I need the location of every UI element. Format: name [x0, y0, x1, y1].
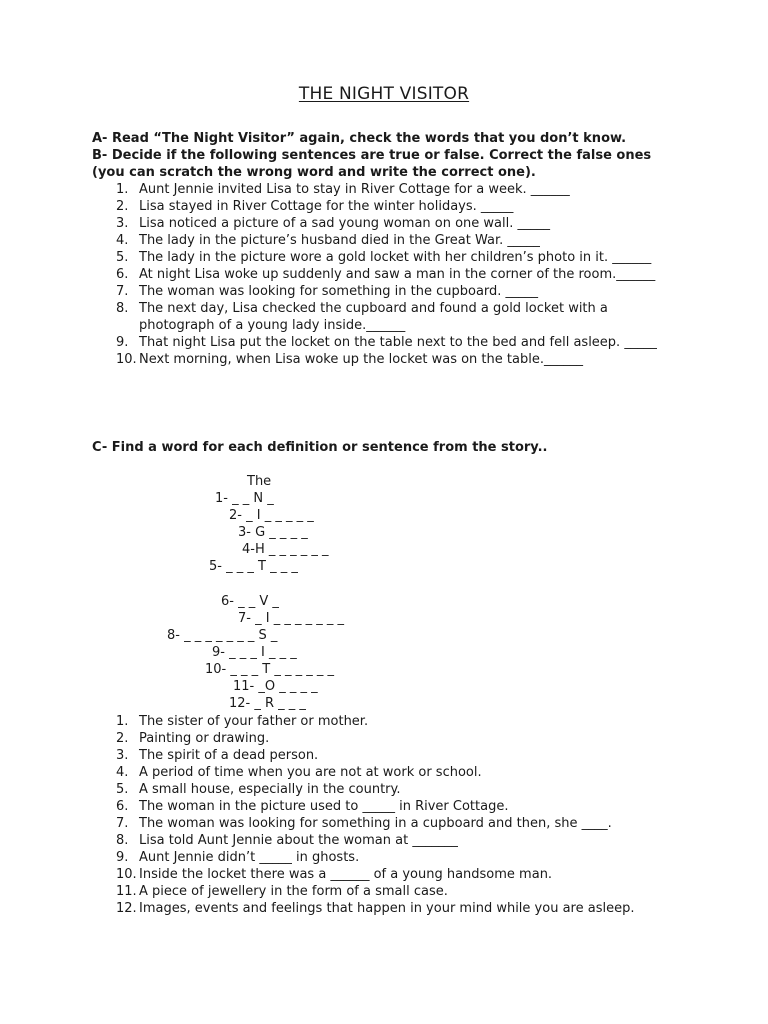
puzzle-row: 8- _ _ _ _ _ _ _ S _	[167, 628, 278, 643]
item-number: 5.	[116, 250, 129, 265]
item-number: 6.	[116, 799, 129, 814]
item-text: The woman in the picture used to _____ in River Cottage.	[139, 799, 509, 814]
item-text: The lady in the picture wore a gold locket with her children’s photo in it. ______	[139, 250, 652, 265]
list-item	[92, 266, 682, 283]
puzzle-row: 11- _O _ _ _ _	[233, 679, 318, 694]
item-number: 4.	[116, 765, 129, 780]
item-number: 10.	[116, 867, 137, 882]
list-item	[92, 300, 682, 334]
list-item	[92, 764, 682, 781]
definitions-list	[92, 713, 682, 917]
item-number: 11.	[116, 884, 137, 899]
item-text: At night Lisa woke up suddenly and saw a man in the corner of the room.______	[139, 267, 656, 282]
item-number: 7.	[116, 816, 129, 831]
puzzle-row: 1- _ _ N _	[215, 491, 274, 506]
puzzle-row: 5- _ _ _ T _ _ _	[209, 559, 298, 574]
list-item	[92, 798, 682, 815]
item-text: Aunt Jennie invited Lisa to stay in River Cottage for a week. ______	[139, 182, 570, 197]
item-text: The sister of your father or mother.	[139, 714, 369, 729]
puzzle-row: 12- _ R _ _ _	[229, 696, 306, 711]
list-item	[92, 351, 682, 368]
item-number: 4.	[116, 233, 129, 248]
page-title: THE NIGHT VISITOR	[298, 84, 470, 104]
item-text: The lady in the picture’s husband died in the Great War. _____	[139, 233, 540, 248]
puzzle-row: 4-H _ _ _ _ _ _	[242, 542, 329, 557]
list-item	[92, 832, 682, 849]
item-number: 6.	[116, 267, 129, 282]
list-item	[92, 866, 682, 883]
list-item	[92, 181, 682, 198]
puzzle-row: 10- _ _ _ T _ _ _ _ _ _	[205, 662, 334, 677]
puzzle-header: The	[247, 474, 272, 489]
list-item	[92, 232, 682, 249]
item-text: Images, events and feelings that happen in your mind while you are asleep.	[139, 901, 635, 916]
list-item	[92, 215, 682, 232]
list-item	[92, 883, 682, 900]
item-text: That night Lisa put the locket on the table next to the bed and fell asleep. _____	[139, 335, 657, 350]
item-number: 5.	[116, 782, 129, 797]
item-text: Next morning, when Lisa woke up the locket was on the table.______	[139, 352, 583, 367]
list-item	[92, 747, 682, 764]
puzzle-row: 9- _ _ _ I _ _ _	[212, 645, 297, 660]
list-item	[92, 198, 682, 215]
list-item	[92, 713, 682, 730]
puzzle-row: 2- _ I _ _ _ _ _	[229, 508, 314, 523]
list-item	[92, 815, 682, 832]
item-text: The woman was looking for something in a cupboard and then, she ____.	[139, 816, 612, 831]
item-text: A piece of jewellery in the form of a small case.	[139, 884, 448, 899]
item-number: 3.	[116, 748, 129, 763]
item-number: 1.	[116, 182, 129, 197]
list-item	[92, 900, 682, 917]
item-number: 8.	[116, 301, 129, 316]
item-text: Lisa noticed a picture of a sad young woman on one wall. _____	[139, 216, 551, 231]
section-a-instruction: A- Read “The Night Visitor” again, check the words that you don’t know.	[92, 131, 627, 146]
item-text: A small house, especially in the country.	[139, 782, 401, 797]
list-item	[92, 849, 682, 866]
section-c-instruction: C- Find a word for each definition or sentence from the story..	[92, 440, 548, 455]
list-item	[92, 334, 682, 351]
item-number: 8.	[116, 833, 129, 848]
item-text: Inside the locket there was a ______ of a young handsome man.	[139, 867, 553, 882]
list-item	[92, 730, 682, 747]
item-number: 12.	[116, 901, 137, 916]
section-b-instruction: B- Decide if the following sentences are true or false. Correct the false ones	[92, 148, 652, 163]
item-number: 2.	[116, 731, 129, 746]
true-false-list	[92, 181, 682, 368]
item-number: 3.	[116, 216, 129, 231]
puzzle-row: 7- _ I _ _ _ _ _ _ _	[238, 611, 344, 626]
section-b-instruction-cont: (you can scratch the wrong word and write the correct one).	[92, 165, 536, 180]
item-text: Lisa stayed in River Cottage for the winter holidays. _____	[139, 199, 514, 214]
item-text: A period of time when you are not at work or school.	[139, 765, 482, 780]
item-text: The spirit of a dead person.	[139, 748, 319, 763]
item-text: Painting or drawing.	[139, 731, 270, 746]
item-number: 2.	[116, 199, 129, 214]
item-text: Lisa told Aunt Jennie about the woman at _______	[139, 833, 458, 848]
list-item	[92, 249, 682, 266]
puzzle-row: 3- G _ _ _ _	[238, 525, 308, 540]
item-number: 7.	[116, 284, 129, 299]
list-item	[92, 781, 682, 798]
item-number: 9.	[116, 335, 129, 350]
item-text: The woman was looking for something in the cupboard. _____	[139, 284, 539, 299]
instructions-ab	[92, 130, 692, 181]
list-item	[92, 283, 682, 300]
item-number: 10.	[116, 352, 137, 367]
puzzle-row: 6- _ _ V _	[221, 594, 279, 609]
item-number: 9.	[116, 850, 129, 865]
item-text: The next day, Lisa checked the cupboard and found a gold locket with a photograph of a young lady inside.______	[139, 301, 608, 333]
item-number: 1.	[116, 714, 129, 729]
item-text: Aunt Jennie didn’t _____ in ghosts.	[139, 850, 360, 865]
